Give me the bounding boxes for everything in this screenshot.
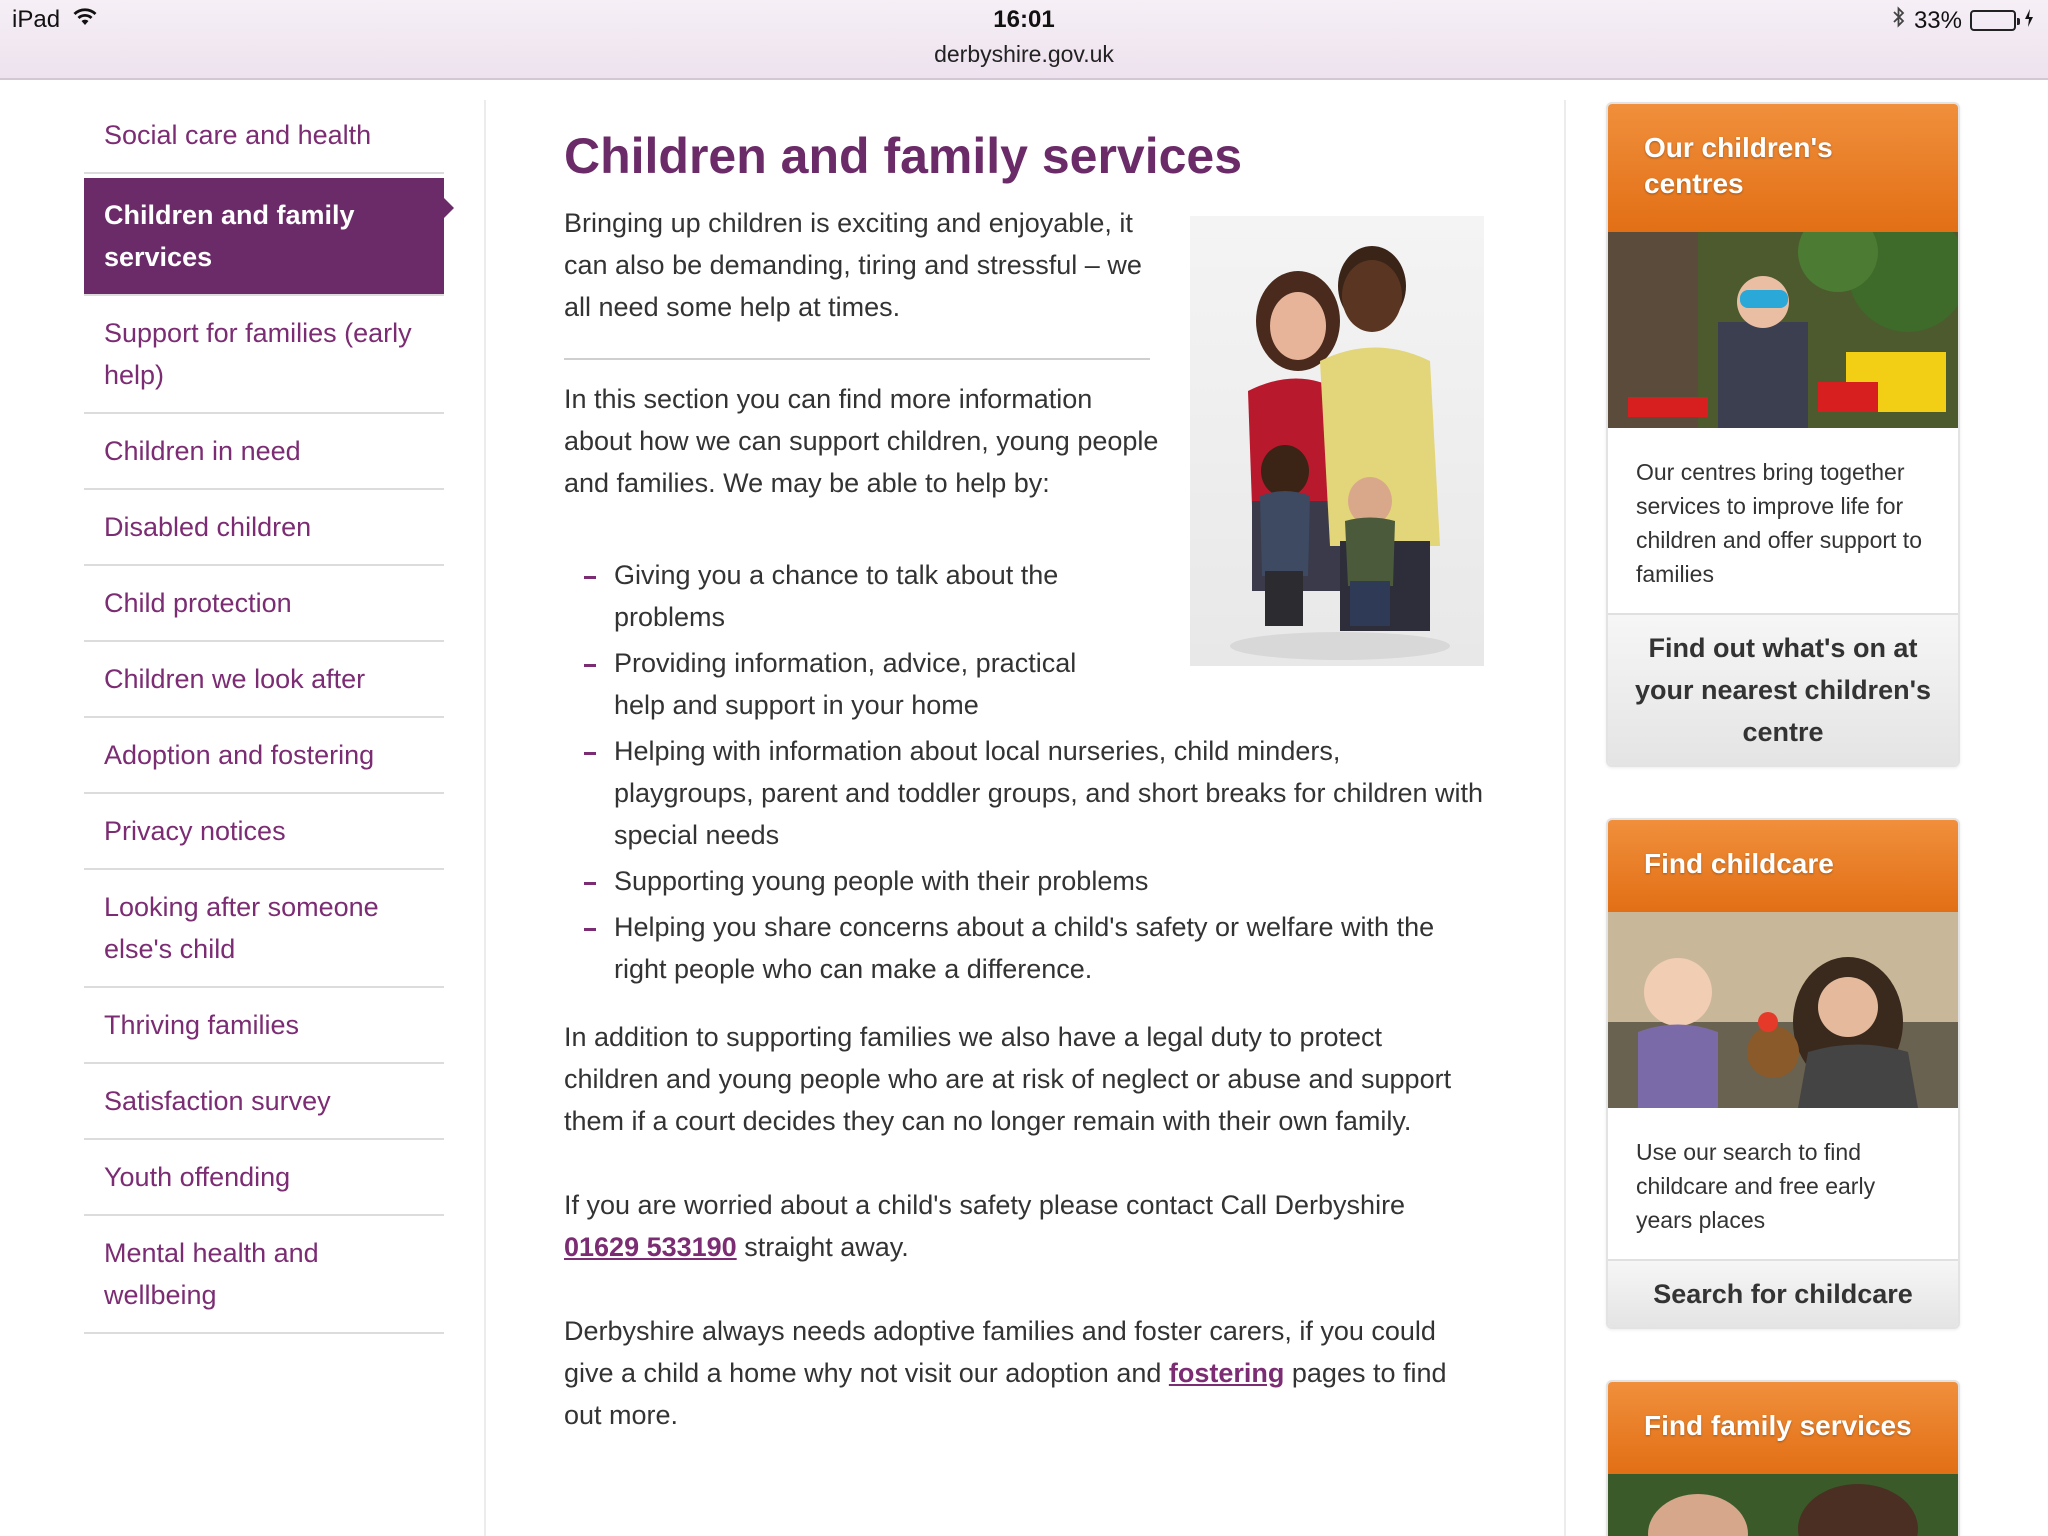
device-name: iPad [12,6,61,33]
search-for-childcare-button[interactable]: Search for childcare [1608,1259,1958,1327]
status-right [1892,6,2034,35]
promo-find-childcare [1606,818,1960,1329]
childcare-photo [1608,912,1958,1113]
adoption-text-end: pages to find out more. [564,1358,1447,1430]
list-item: Providing information, advice, practical help and support in your home [564,642,1124,726]
sidebar-nav [84,100,444,1334]
status-time: 16:01 [993,6,1055,33]
promo-heading[interactable]: Find family services [1608,1382,1958,1474]
sidebar-item-privacy-notices[interactable]: Privacy notices [84,794,444,870]
sidebar-item-mental-health-and-wellbeing[interactable]: Mental health and wellbeing [84,1216,444,1334]
promo-find-family-services [1606,1380,1960,1536]
family-services-photo [1608,1474,1958,1536]
section-text: In this section you can find more information about how we can support children, young people and families. We may be able to help by: [564,384,1159,498]
list-item: Helping with information about local nurseries, child minders, playgroups, parent and toddler groups, and short breaks for children with special needs [564,730,1484,856]
sidebar-item-adoption-and-fostering[interactable]: Adoption and fostering [84,718,444,794]
sidebar-item-child-protection[interactable]: Child protection [84,566,444,642]
contact-text-end: straight away. [736,1232,909,1262]
column-divider [484,100,486,1536]
find-childrens-centre-button[interactable]: Find out what's on at your nearest children's centre [1608,613,1958,765]
list-item: Giving you a chance to talk about the problems [564,554,1094,638]
column-divider [1564,100,1566,1536]
section-divider [564,358,1150,360]
legal-duty-text: In addition to supporting families we also have a legal duty to protect children and young people who are at risk of neglect or abuse and support them if a court decides they can no longer remain with their own family. [564,1022,1452,1136]
fostering-link[interactable]: fostering [1168,1358,1285,1388]
sidebar-item-disabled-children[interactable]: Disabled children [84,490,444,566]
contact-text: If you are worried about a child's safety please contact Call Derbyshire [564,1190,1406,1220]
battery-icon [1970,10,2016,31]
sidebar-item-support-for-families[interactable]: Support for families (early help) [84,296,444,414]
childrens-centre-photo [1608,232,1958,433]
list-item: Helping you share concerns about a child's safety or welfare with the right people who can make a difference. [564,906,1484,990]
sidebar-item-children-and-family-services[interactable]: Children and family services [84,178,444,296]
bluetooth-icon [1892,6,1906,35]
battery-percent: 33% [1913,6,1962,34]
promo-text: Our centres bring together services to improve life for children and offer support to families [1636,459,1922,587]
phone-link[interactable]: 01629 533190 [564,1232,737,1262]
sidebar-item-social-care-and-health[interactable]: Social care and health [84,100,444,174]
page-title: Children and family services [564,128,1243,184]
intro-text: Bringing up children is exciting and enjoyable, it can also be demanding, tiring and stressful – we all need some help at times. [564,208,1142,322]
adoption-paragraph [564,1310,1484,1436]
charging-icon [2024,7,2034,35]
promo-heading[interactable]: Find childcare [1608,820,1958,912]
main-content [564,120,1484,1436]
promo-text: Use our search to find childcare and free early years places [1636,1139,1876,1233]
promo-heading[interactable]: Our children's centres [1608,104,1958,232]
sidebar-item-satisfaction-survey[interactable]: Satisfaction survey [84,1064,444,1140]
list-item: Supporting young people with their problems [564,860,1484,902]
family-photo [1190,216,1484,666]
sidebar-item-youth-offending[interactable]: Youth offending [84,1140,444,1216]
sidebar-item-thriving-families[interactable]: Thriving families [84,988,444,1064]
sidebar-item-children-we-look-after[interactable]: Children we look after [84,642,444,718]
status-bar [0,0,2048,80]
sidebar-item-looking-after-someone-elses-child[interactable]: Looking after someone else's child [84,870,444,988]
contact-paragraph [564,1184,1484,1268]
sidebar-item-children-in-need[interactable]: Children in need [84,414,444,490]
address-bar-url[interactable]: derbyshire.gov.uk [934,41,1114,67]
adoption-text: Derbyshire always needs adoptive families and foster carers, if you could give a child a home why not visit our adoption and [564,1316,1436,1388]
promo-childrens-centres [1606,102,1960,767]
